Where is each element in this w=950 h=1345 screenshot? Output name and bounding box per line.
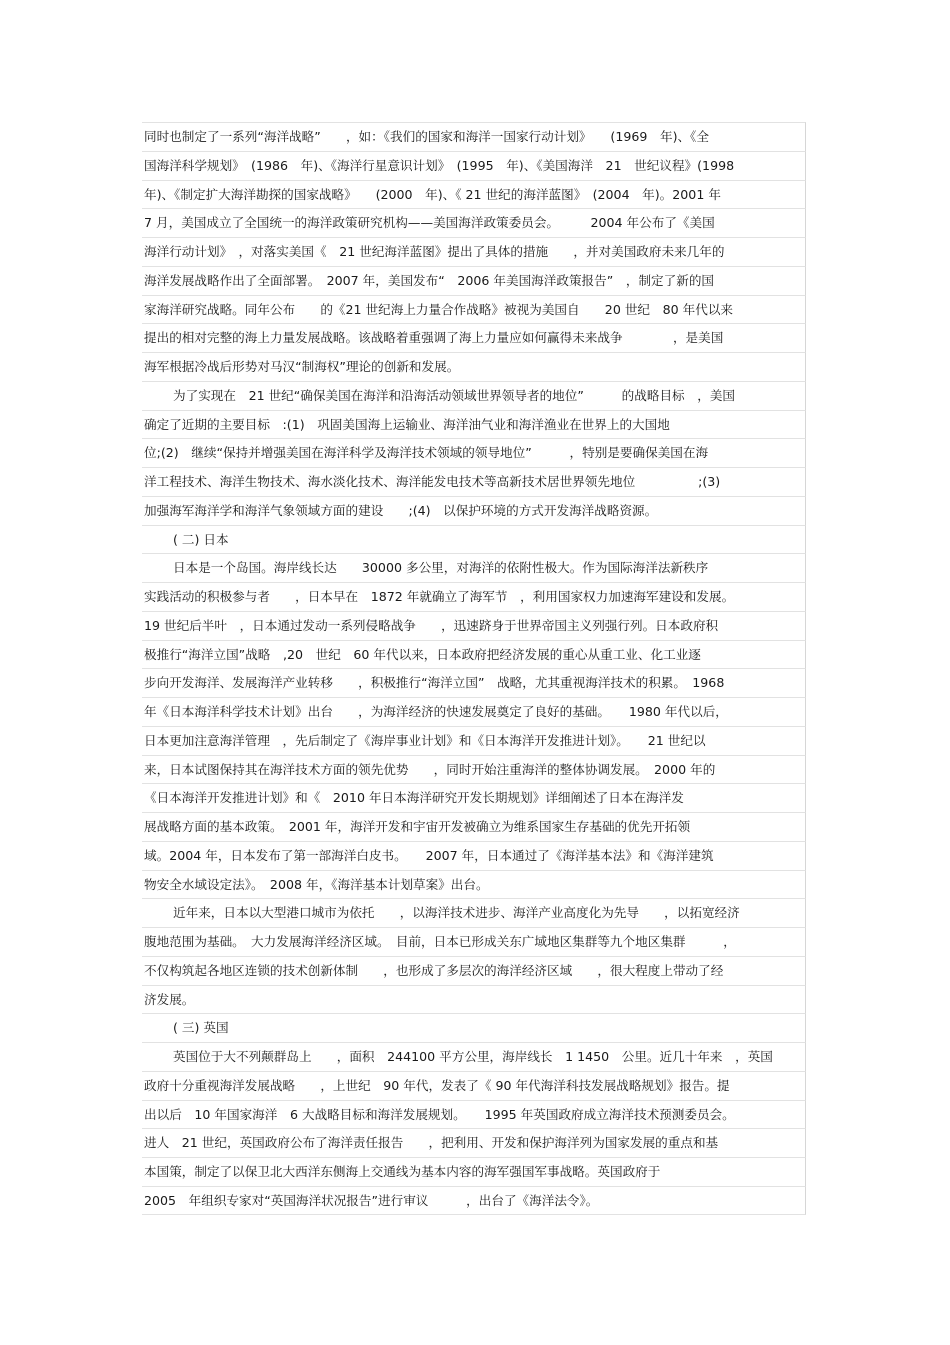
- text-line: 英国位于大不列颠群岛上 ，面积 244100 平方公里，海岸线长 1 1450 公里。近几十年来 ，英国: [142, 1042, 806, 1071]
- text-line: 步向开发海洋、发展海洋产业转移 ，积极推行“海洋立国” 战略，尤其重视海洋技术的积累。 1968: [142, 668, 806, 697]
- text-line: 政府十分重视海洋发展战略 ，上世纪 90 年代，发表了《 90 年代海洋科技发展战略规划》报告。提: [142, 1071, 806, 1100]
- text-line: 2005 年组织专家对“英国海洋状况报告”进行审议 ，出台了《海洋法令》。: [142, 1186, 806, 1215]
- text-line: 物安全水域设定法》。 2008 年，《海洋基本计划草案》出台。: [142, 870, 806, 899]
- text-line: 日本更加注意海洋管理 ，先后制定了《海岸事业计划》和《日本海洋开发推进计划》。 21 世纪以: [142, 726, 806, 755]
- text-line: 进人 21 世纪，英国政府公布了海洋责任报告 ，把利用、开发和保护海洋列为国家发展的重点和基: [142, 1128, 806, 1157]
- text-line: ( 三) 英国: [142, 1013, 806, 1042]
- text-line: 实践活动的积极参与者 ，日本早在 1872 年就确立了海军节 ，利用国家权力加速海军建设和发展。: [142, 582, 806, 611]
- text-line: 同时也制定了一系列“海洋战略” ，如：《我们的国家和海洋一国家行动计划》 (1969 年)、《全: [142, 122, 806, 151]
- body-text: [142, 122, 806, 1215]
- text-line: 洋工程技术、海洋生物技术、海水淡化技术、海洋能发电技术等高新技术居世界领先地位 ;(3): [142, 467, 806, 496]
- text-line: 加强海军海洋学和海洋气象领域方面的建设 ;(4) 以保护环境的方式开发海洋战略资源。: [142, 496, 806, 525]
- text-line: 日本是一个岛国。海岸线长达 30000 多公里，对海洋的依附性极大。作为国际海洋法新秩序: [142, 553, 806, 582]
- text-line: 确定了近期的主要目标 :(1) 巩固美国海上运输业、海洋油气业和海洋渔业在世界上的大国地: [142, 410, 806, 439]
- text-line: 海洋发展战略作出了全面部署。 2007 年，美国发布“ 2006 年美国海洋政策报告” ，制定了新的国: [142, 266, 806, 295]
- text-line: 海洋行动计划》 ，对落实美国《 21 世纪海洋蓝图》提出了具体的措施 ，并对美国政府未来几年的: [142, 237, 806, 266]
- text-line: 年《日本海洋科学技术计划》出台 ，为海洋经济的快速发展奠定了良好的基础。 1980 年代以后，: [142, 697, 806, 726]
- text-line: 济发展。: [142, 985, 806, 1014]
- text-line: 海军根据冷战后形势对马汉“制海权”理论的创新和发展。: [142, 352, 806, 381]
- text-line: 腹地范围为基础。 大力发展海洋经济区域。 目前，日本已形成关东广域地区集群等九个地区集群 ，: [142, 927, 806, 956]
- text-line: 《日本海洋开发推进计划》和《 2010 年日本海洋研究开发长期规划》详细阐述了日本在海洋发: [142, 783, 806, 812]
- text-line: 国海洋科学规划》 (1986 年)、《海洋行星意识计划》 (1995 年)、《美国海洋 21 世纪议程》(1998: [142, 151, 806, 180]
- text-line: 本国策，制定了以保卫北大西洋东侧海上交通线为基本内容的海军强国军事战略。英国政府于: [142, 1157, 806, 1186]
- text-line: 位;(2) 继续“保持并增强美国在海洋科学及海洋技术领域的领导地位” ，特别是要确保美国在海: [142, 438, 806, 467]
- text-line: 年)、《制定扩大海洋勘探的国家战略》 (2000 年)、《 21 世纪的海洋蓝图》 (2004 年)。2001 年: [142, 180, 806, 209]
- text-line: 不仅构筑起各地区连锁的技术创新体制 ，也形成了多层次的海洋经济区域 ，很大程度上带动了经: [142, 956, 806, 985]
- text-line: 域。2004 年，日本发布了第一部海洋白皮书。 2007 年，日本通过了《海洋基本法》和《海洋建筑: [142, 841, 806, 870]
- text-line: 提出的相对完整的海上力量发展战略。该战略着重强调了海上力量应如何赢得未来战争 ，是美国: [142, 323, 806, 352]
- text-line: 近年来，日本以大型港口城市为依托 ，以海洋技术进步、海洋产业高度化为先导 ，以拓宽经济: [142, 898, 806, 927]
- text-line: 家海洋研究战略。同年公布 的《21 世纪海上力量合作战略》被视为美国自 20 世纪 80 年代以来: [142, 295, 806, 324]
- text-line: 19 世纪后半叶 ，日本通过发动一系列侵略战争 ，迅速跻身于世界帝国主义列强行列。日本政府积: [142, 611, 806, 640]
- text-line: 7 月，美国成立了全国统一的海洋政策研究机构——美国海洋政策委员会。 2004 年公布了《美国: [142, 208, 806, 237]
- text-line: 为了实现在 21 世纪“确保美国在海洋和沿海活动领域世界领导者的地位” 的战略目标 ，美国: [142, 381, 806, 410]
- text-line: 出以后 10 年国家海洋 6 大战略目标和海洋发展规划。 1995 年英国政府成立海洋技术预测委员会。: [142, 1100, 806, 1129]
- text-line: 展战略方面的基本政策。 2001 年，海洋开发和宇宙开发被确立为维系国家生存基础的优先开拓领: [142, 812, 806, 841]
- text-line: 来，日本试图保持其在海洋技术方面的领先优势 ，同时开始注重海洋的整体协调发展。 2000 年的: [142, 755, 806, 784]
- text-line: 极推行“海洋立国”战略 ,20 世纪 60 年代以来，日本政府把经济发展的重心从重工业、化工业逐: [142, 640, 806, 669]
- text-line: ( 二) 日本: [142, 525, 806, 554]
